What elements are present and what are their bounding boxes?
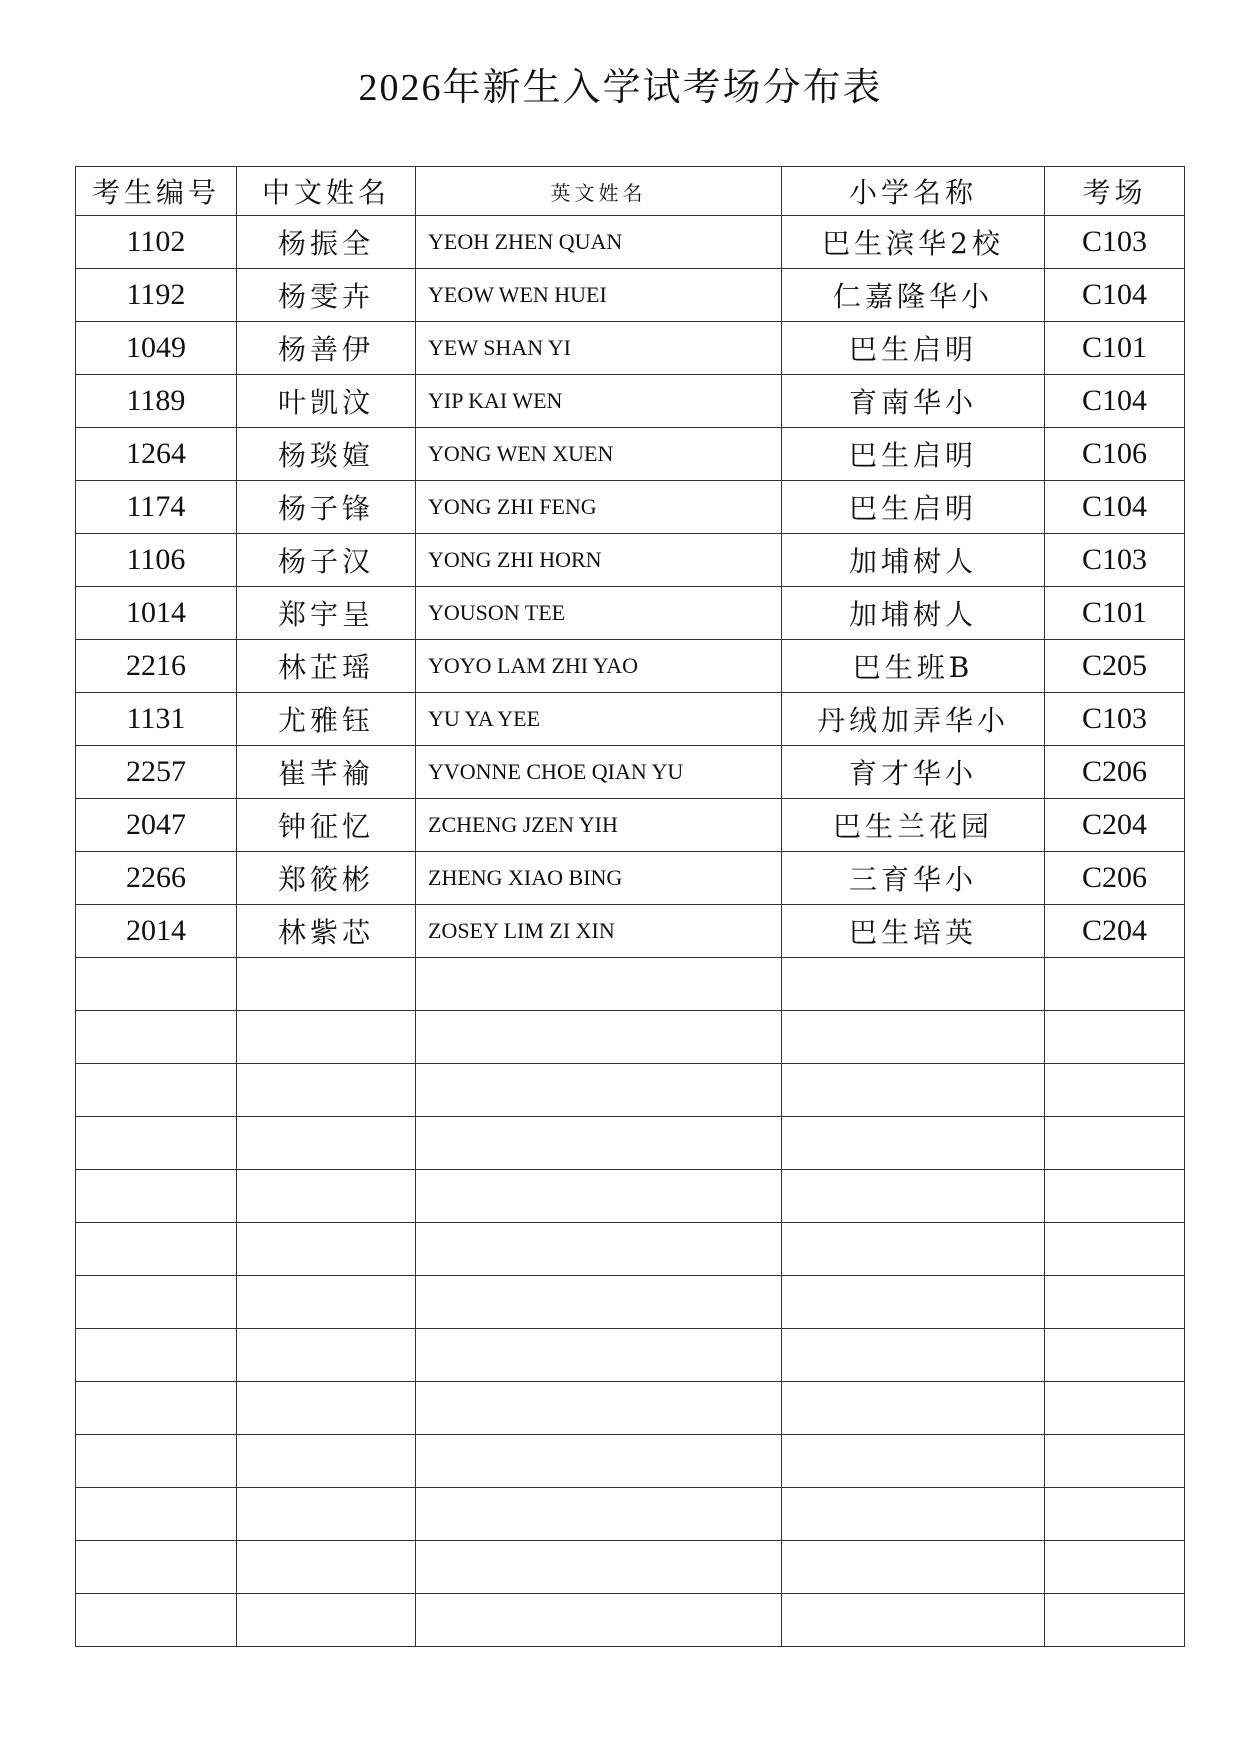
cell-english-name: YONG ZHI HORN — [416, 534, 782, 587]
empty-table-row — [76, 1117, 1185, 1170]
empty-cell — [782, 1011, 1045, 1064]
empty-cell — [416, 1382, 782, 1435]
empty-table-row — [76, 1488, 1185, 1541]
cell-chinese-name: 郑宇呈 — [237, 587, 416, 640]
empty-cell — [782, 1276, 1045, 1329]
cell-english-name: YU YA YEE — [416, 693, 782, 746]
empty-cell — [76, 1170, 237, 1223]
empty-cell — [782, 1170, 1045, 1223]
cell-english-name: YONG WEN XUEN — [416, 428, 782, 481]
empty-cell — [416, 1594, 782, 1647]
empty-cell — [237, 1329, 416, 1382]
cell-chinese-name: 杨雯卉 — [237, 269, 416, 322]
empty-cell — [416, 1541, 782, 1594]
page-title: 2026年新生入学试考场分布表 — [358, 67, 883, 109]
empty-cell — [237, 1541, 416, 1594]
header-candidate-id: 考生编号 — [76, 167, 237, 216]
table-header-row — [76, 167, 1185, 216]
cell-exam-room: C104 — [1045, 481, 1185, 534]
cell-chinese-name: 郑筱彬 — [237, 852, 416, 905]
table-row — [76, 322, 1185, 375]
cell-exam-room: C104 — [1045, 269, 1185, 322]
cell-english-name: YONG ZHI FENG — [416, 481, 782, 534]
cell-candidate-id: 1014 — [76, 587, 237, 640]
empty-cell — [1045, 1117, 1185, 1170]
exam-room-table — [75, 166, 1185, 1647]
cell-chinese-name: 林芷瑶 — [237, 640, 416, 693]
empty-cell — [1045, 1382, 1185, 1435]
empty-cell — [76, 1276, 237, 1329]
cell-chinese-name: 钟征忆 — [237, 799, 416, 852]
cell-exam-room: C103 — [1045, 216, 1185, 269]
cell-chinese-name: 林紫芯 — [237, 905, 416, 958]
empty-cell — [782, 1329, 1045, 1382]
empty-cell — [237, 1223, 416, 1276]
empty-cell — [782, 1064, 1045, 1117]
empty-cell — [237, 1488, 416, 1541]
empty-cell — [782, 1223, 1045, 1276]
cell-school-name: 仁嘉隆华小 — [782, 269, 1045, 322]
cell-school-name: 加埔树人 — [782, 587, 1045, 640]
empty-cell — [416, 1117, 782, 1170]
empty-cell — [782, 1488, 1045, 1541]
cell-english-name: YIP KAI WEN — [416, 375, 782, 428]
cell-candidate-id: 2266 — [76, 852, 237, 905]
cell-school-name: 巴生班B — [782, 640, 1045, 693]
cell-english-name: YEOH ZHEN QUAN — [416, 216, 782, 269]
empty-cell — [76, 1329, 237, 1382]
empty-cell — [76, 1382, 237, 1435]
table-row — [76, 216, 1185, 269]
cell-english-name: YVONNE CHOE QIAN YU — [416, 746, 782, 799]
table-row — [76, 693, 1185, 746]
empty-table-row — [76, 1170, 1185, 1223]
empty-cell — [1045, 1435, 1185, 1488]
cell-exam-room: C101 — [1045, 587, 1185, 640]
empty-table-row — [76, 958, 1185, 1011]
empty-cell — [237, 1276, 416, 1329]
empty-table-row — [76, 1382, 1185, 1435]
cell-school-name: 巴生启明 — [782, 322, 1045, 375]
cell-chinese-name: 崔芊褕 — [237, 746, 416, 799]
cell-english-name: YOYO LAM ZHI YAO — [416, 640, 782, 693]
empty-cell — [416, 1223, 782, 1276]
empty-cell — [237, 1011, 416, 1064]
empty-cell — [237, 1117, 416, 1170]
table-row — [76, 375, 1185, 428]
empty-table-row — [76, 1329, 1185, 1382]
empty-cell — [237, 1064, 416, 1117]
cell-candidate-id: 1102 — [76, 216, 237, 269]
table-row — [76, 481, 1185, 534]
empty-cell — [1045, 1276, 1185, 1329]
cell-exam-room: C204 — [1045, 799, 1185, 852]
table-row — [76, 269, 1185, 322]
cell-exam-room: C103 — [1045, 693, 1185, 746]
cell-school-name: 丹绒加弄华小 — [782, 693, 1045, 746]
cell-chinese-name: 杨子锋 — [237, 481, 416, 534]
cell-chinese-name: 杨琰媗 — [237, 428, 416, 481]
empty-cell — [782, 1435, 1045, 1488]
table-row — [76, 905, 1185, 958]
cell-exam-room: C205 — [1045, 640, 1185, 693]
cell-english-name: YEOW WEN HUEI — [416, 269, 782, 322]
empty-table-row — [76, 1011, 1185, 1064]
cell-school-name: 巴生启明 — [782, 481, 1045, 534]
cell-chinese-name: 杨子汉 — [237, 534, 416, 587]
empty-cell — [416, 1488, 782, 1541]
cell-school-name: 三育华小 — [782, 852, 1045, 905]
empty-cell — [237, 1594, 416, 1647]
cell-candidate-id: 1049 — [76, 322, 237, 375]
empty-cell — [1045, 1541, 1185, 1594]
empty-cell — [76, 1435, 237, 1488]
cell-english-name: YEW SHAN YI — [416, 322, 782, 375]
cell-candidate-id: 1106 — [76, 534, 237, 587]
empty-cell — [76, 1223, 237, 1276]
empty-cell — [416, 1276, 782, 1329]
empty-cell — [782, 1117, 1045, 1170]
cell-school-name: 巴生启明 — [782, 428, 1045, 481]
empty-cell — [416, 1011, 782, 1064]
table-row — [76, 852, 1185, 905]
empty-cell — [416, 1064, 782, 1117]
empty-cell — [782, 1382, 1045, 1435]
empty-cell — [1045, 1488, 1185, 1541]
table-row — [76, 640, 1185, 693]
empty-cell — [76, 1488, 237, 1541]
empty-table-row — [76, 1064, 1185, 1117]
cell-school-name: 育才华小 — [782, 746, 1045, 799]
empty-cell — [237, 1170, 416, 1223]
cell-candidate-id: 2014 — [76, 905, 237, 958]
cell-english-name: ZHENG XIAO BING — [416, 852, 782, 905]
cell-chinese-name: 杨振全 — [237, 216, 416, 269]
cell-school-name: 育南华小 — [782, 375, 1045, 428]
cell-exam-room: C204 — [1045, 905, 1185, 958]
empty-table-row — [76, 1541, 1185, 1594]
cell-english-name: YOUSON TEE — [416, 587, 782, 640]
cell-candidate-id: 2047 — [76, 799, 237, 852]
empty-table-row — [76, 1276, 1185, 1329]
empty-cell — [1045, 1170, 1185, 1223]
table-row — [76, 799, 1185, 852]
empty-cell — [1045, 958, 1185, 1011]
empty-table-row — [76, 1435, 1185, 1488]
cell-exam-room: C206 — [1045, 852, 1185, 905]
empty-cell — [782, 958, 1045, 1011]
cell-candidate-id: 1174 — [76, 481, 237, 534]
empty-cell — [76, 1541, 237, 1594]
cell-candidate-id: 1192 — [76, 269, 237, 322]
empty-cell — [782, 1594, 1045, 1647]
table-row — [76, 534, 1185, 587]
empty-cell — [416, 1435, 782, 1488]
empty-cell — [782, 1541, 1045, 1594]
cell-candidate-id: 1264 — [76, 428, 237, 481]
table-body — [76, 216, 1185, 1647]
empty-cell — [416, 1329, 782, 1382]
empty-cell — [76, 958, 237, 1011]
header-english-name: 英文姓名 — [416, 167, 782, 216]
table-row — [76, 587, 1185, 640]
cell-english-name: ZOSEY LIM ZI XIN — [416, 905, 782, 958]
cell-chinese-name: 叶凯汶 — [237, 375, 416, 428]
empty-cell — [76, 1117, 237, 1170]
table-row — [76, 746, 1185, 799]
empty-cell — [1045, 1329, 1185, 1382]
header-exam-room: 考场 — [1045, 167, 1185, 216]
cell-school-name: 巴生兰花园 — [782, 799, 1045, 852]
empty-cell — [416, 958, 782, 1011]
cell-chinese-name: 尤雅钰 — [237, 693, 416, 746]
table-row — [76, 428, 1185, 481]
empty-cell — [1045, 1223, 1185, 1276]
cell-exam-room: C104 — [1045, 375, 1185, 428]
cell-chinese-name: 杨善伊 — [237, 322, 416, 375]
cell-school-name: 巴生培英 — [782, 905, 1045, 958]
empty-cell — [76, 1011, 237, 1064]
cell-school-name: 加埔树人 — [782, 534, 1045, 587]
empty-cell — [416, 1170, 782, 1223]
empty-cell — [1045, 1594, 1185, 1647]
cell-exam-room: C206 — [1045, 746, 1185, 799]
cell-candidate-id: 2257 — [76, 746, 237, 799]
cell-school-name: 巴生滨华2校 — [782, 216, 1045, 269]
cell-exam-room: C101 — [1045, 322, 1185, 375]
empty-cell — [1045, 1064, 1185, 1117]
cell-candidate-id: 2216 — [76, 640, 237, 693]
empty-cell — [237, 1382, 416, 1435]
empty-cell — [76, 1594, 237, 1647]
header-chinese-name: 中文姓名 — [237, 167, 416, 216]
cell-english-name: ZCHENG JZEN YIH — [416, 799, 782, 852]
empty-cell — [237, 1435, 416, 1488]
cell-exam-room: C106 — [1045, 428, 1185, 481]
empty-cell — [76, 1064, 237, 1117]
cell-candidate-id: 1131 — [76, 693, 237, 746]
header-school-name: 小学名称 — [782, 167, 1045, 216]
empty-cell — [237, 958, 416, 1011]
empty-cell — [1045, 1011, 1185, 1064]
empty-table-row — [76, 1594, 1185, 1647]
cell-exam-room: C103 — [1045, 534, 1185, 587]
empty-table-row — [76, 1223, 1185, 1276]
cell-candidate-id: 1189 — [76, 375, 237, 428]
